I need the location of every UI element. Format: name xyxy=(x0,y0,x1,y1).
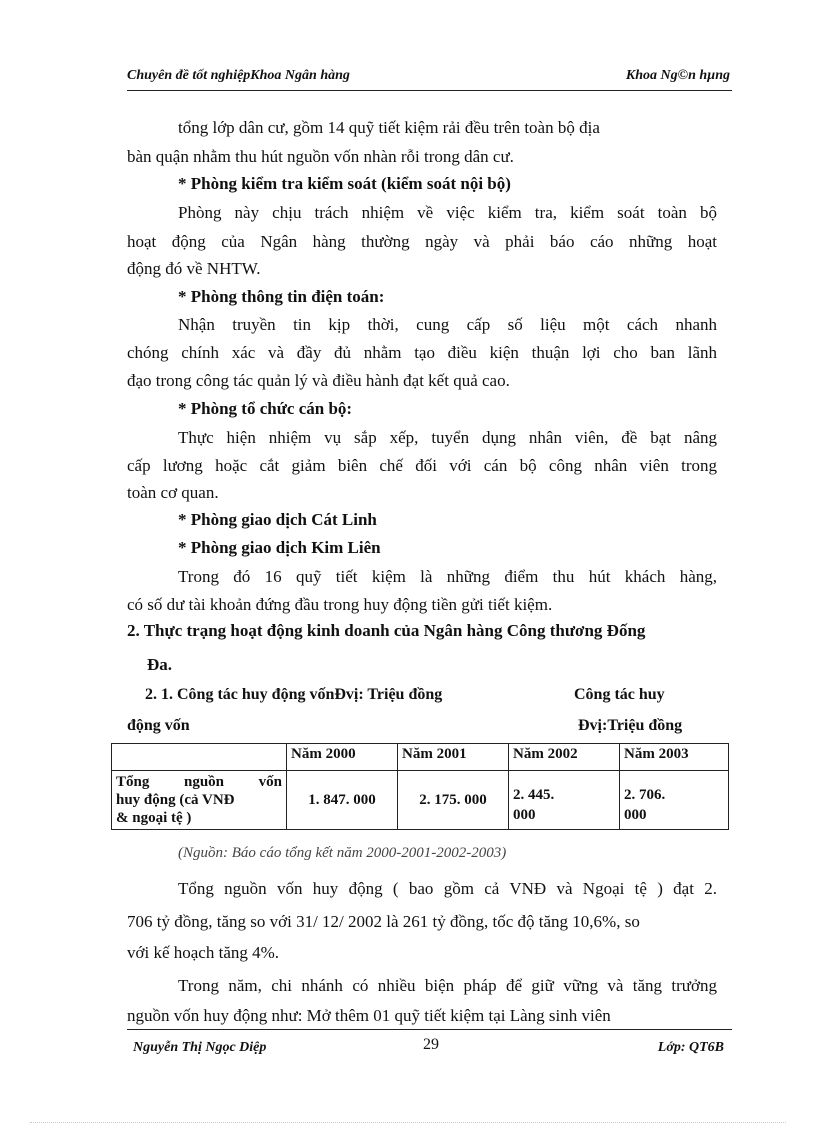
text-line: Tổng nguồn vốn huy động ( bao gồm cả VNĐ và Ngoại tệ ) đạt 2. xyxy=(178,879,717,898)
footer-class: Lớp: QT6B xyxy=(657,1040,724,1055)
subsection-title-cont: động vốn xyxy=(127,717,190,734)
table-header-cell: Năm 2002 xyxy=(509,744,620,771)
text-line: hoạt động của Ngân hàng thường ngày và phải báo cáo những hoạt xyxy=(127,232,717,251)
subheading: * Phòng giao dịch Cát Linh xyxy=(178,510,377,529)
page-number: 29 xyxy=(423,1036,439,1053)
table-row xyxy=(112,771,729,830)
text-line: Phòng này chịu trách nhiệm về việc kiểm tra, kiểm soát toàn bộ xyxy=(178,203,717,222)
row-label-line: Tổng nguồn vốn xyxy=(116,774,282,790)
section-title-cont: Đa. xyxy=(147,655,173,674)
cell-line: 2. 706. xyxy=(624,787,666,803)
text-line: Nhận truyền tin kịp thời, cung cấp số liệu một cách nhanh xyxy=(178,315,717,334)
subsection-title: 2. 1. Công tác huy động vốnĐvị: Triệu đồng xyxy=(145,686,443,703)
unit-label: Đvị:Triệu đồng xyxy=(578,717,683,734)
subheading: * Phòng kiểm tra kiểm soát (kiểm soát nội bộ) xyxy=(178,174,511,193)
capital-table xyxy=(111,743,729,830)
table-header-cell: Năm 2001 xyxy=(398,744,509,771)
page-footer xyxy=(127,1029,732,1060)
table-header-cell: Năm 2003 xyxy=(620,744,729,771)
cell-line: 000 xyxy=(513,807,536,823)
text-line: Trong đó 16 quỹ tiết kiệm là những điểm thu hút khách hàng, xyxy=(178,567,717,586)
text-line: có số dư tài khoản đứng đầu trong huy động tiền gửi tiết kiệm. xyxy=(127,595,553,614)
table-cell: 2. 175. 000 xyxy=(398,771,509,830)
text-line: 706 tỷ đồng, tăng so với 31/ 12/ 2002 là 261 tỷ đồng, tốc độ tăng 10,6%, so xyxy=(127,912,640,931)
row-label xyxy=(112,771,287,830)
cell-line: 000 xyxy=(624,807,647,823)
table-header-cell xyxy=(112,744,287,771)
table-source: (Nguồn: Báo cáo tổng kết năm 2000-2001-2002-2003) xyxy=(178,845,507,861)
page-header xyxy=(127,64,732,91)
section-title: 2. Thực trạng hoạt động kinh doanh của Ngân hàng Công thương Đống xyxy=(127,621,646,640)
table-cell: 1. 847. 000 xyxy=(287,771,398,830)
text-line: nguồn vốn huy động như: Mở thêm 01 quỹ tiết kiệm tại Làng sinh viên xyxy=(127,1006,611,1025)
text-line: động đó về NHTW. xyxy=(127,259,261,278)
text-line: cấp lương hoặc cắt giảm biên chế đối với cán bộ công nhân viên trong xyxy=(127,456,717,475)
text-line: chóng chính xác và đầy đủ nhằm tạo điều kiện thuận lợi cho ban lãnh xyxy=(127,343,717,362)
cell-line: 2. 445. xyxy=(513,787,555,803)
header-left: Chuyên đề tốt nghiệpKhoa Ngân hàng xyxy=(127,68,350,83)
subheading: * Phòng giao dịch Kim Liên xyxy=(178,538,381,557)
footer-author: Nguyễn Thị Ngọc Diệp xyxy=(133,1040,267,1055)
text-line: toàn cơ quan. xyxy=(127,483,219,502)
text-line: Thực hiện nhiệm vụ sắp xếp, tuyển dụng nhân viên, đề bạt nâng xyxy=(178,428,717,447)
text-line: đạo trong công tác quản lý và điều hành đạt kết quả cao. xyxy=(127,371,510,390)
subheading: * Phòng tổ chức cán bộ: xyxy=(178,399,353,418)
text-line: bàn quận nhằm thu hút nguồn vốn nhàn rỗi trong dân cư. xyxy=(127,147,514,166)
unit-right: Công tác huy xyxy=(574,686,665,703)
row-label-line: huy động (cả VNĐ xyxy=(116,792,235,808)
table-cell xyxy=(509,771,620,830)
header-right: Khoa Ng©n hµng xyxy=(625,68,730,83)
text-line: tổng lớp dân cư, gồm 14 quỹ tiết kiệm rải đều trên toàn bộ địa xyxy=(178,118,600,137)
table-cell xyxy=(620,771,729,830)
row-label-line: & ngoại tệ ) xyxy=(116,810,192,826)
text-line: Trong năm, chi nhánh có nhiều biện pháp để giữ vững và tăng trưởng xyxy=(178,976,717,995)
table-header-cell: Năm 2000 xyxy=(287,744,398,771)
subheading: * Phòng thông tin điện toán: xyxy=(178,287,385,306)
text-line: với kế hoạch tăng 4%. xyxy=(127,943,280,962)
table-header-row xyxy=(112,744,729,771)
